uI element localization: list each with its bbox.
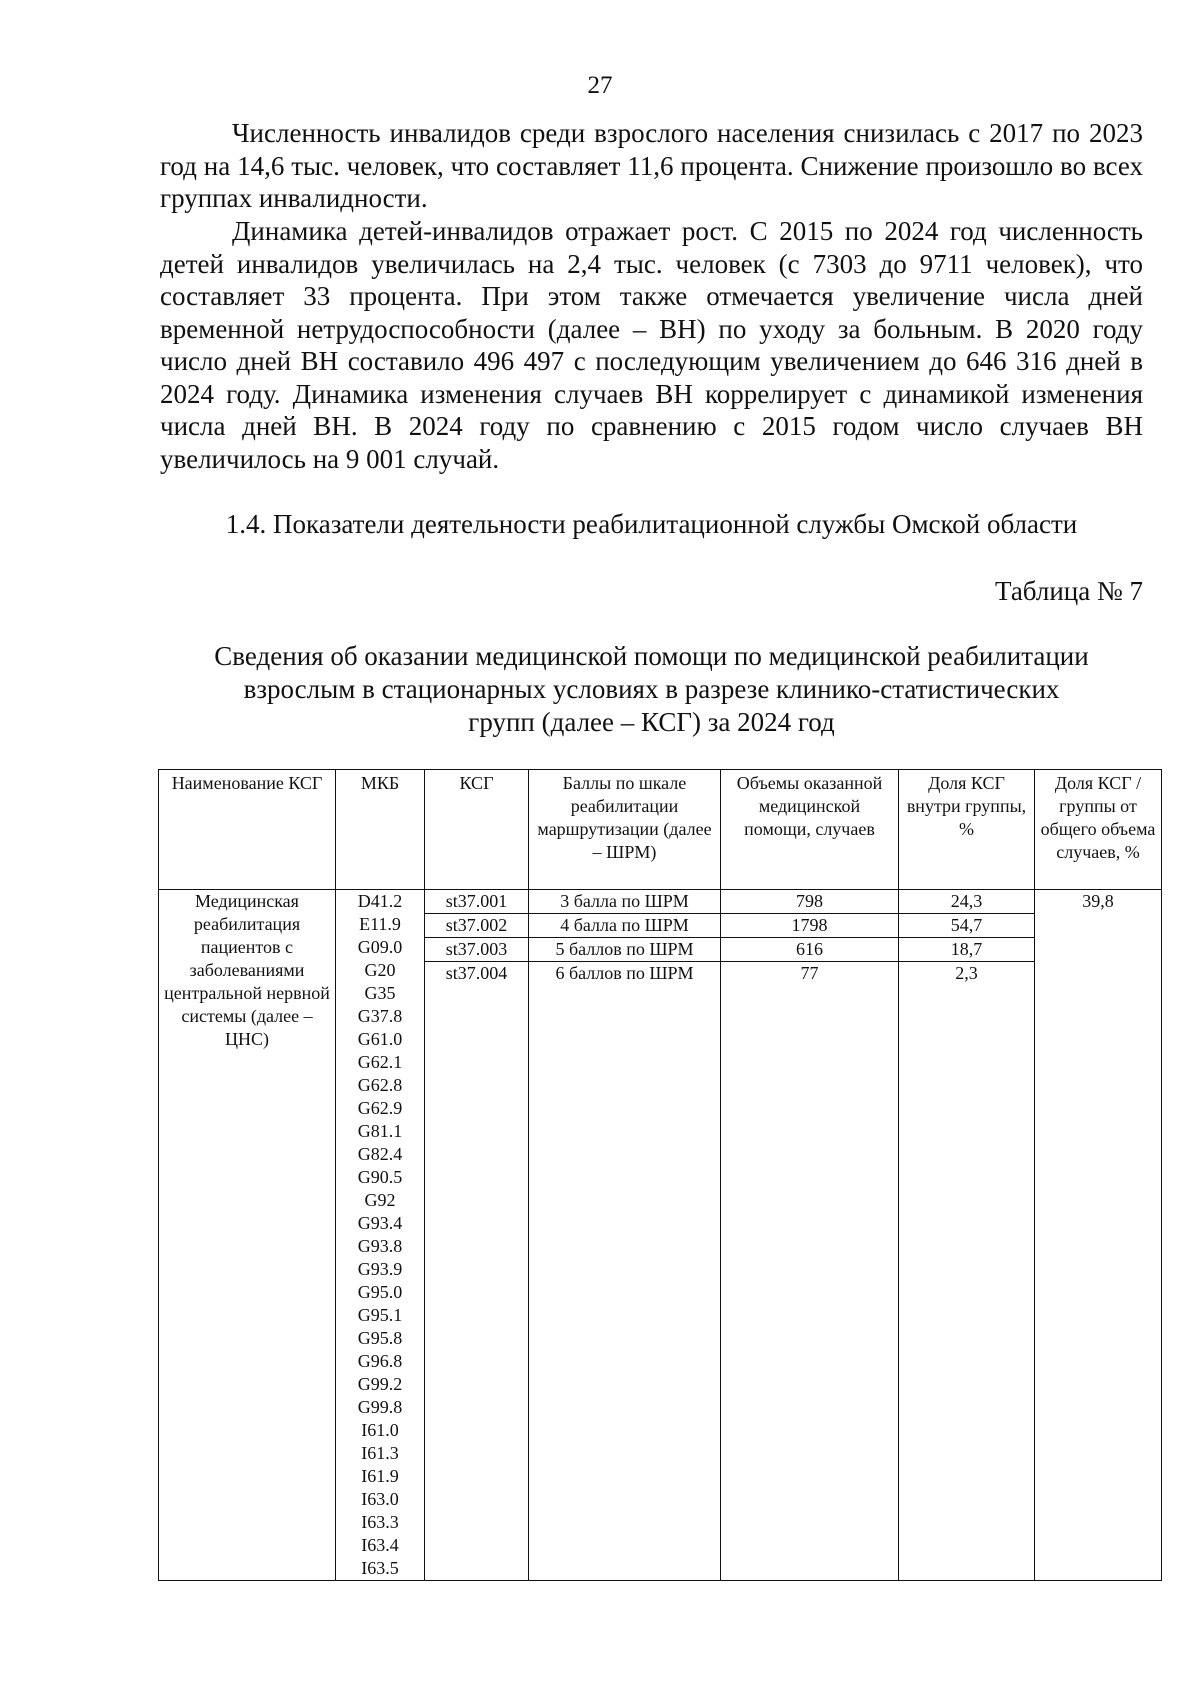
mkb-code: I61.9 [361, 1466, 399, 1486]
header-ksg-name: Наименование КСГ [159, 770, 336, 890]
mkb-code: G62.8 [357, 1075, 403, 1095]
volume-list [721, 890, 898, 985]
share-in-group-value: 2,3 [955, 963, 978, 983]
share-in-group-list [899, 890, 1034, 985]
mkb-code: G62.9 [357, 1098, 403, 1118]
mkb-code: G93.4 [357, 1213, 403, 1233]
mkb-code: D41.2 [357, 891, 403, 911]
mkb-code: G62.1 [357, 1052, 403, 1072]
table-title [160, 640, 1143, 739]
header-share-total: Доля КСГ / группы от общего объема случаев, % [1035, 770, 1162, 890]
header-ksg: КСГ [425, 770, 529, 890]
ksg-code-cell [425, 890, 529, 1581]
header-shrm: Баллы по шкале реабилитации маршрутизации (далее – ШРМ) [529, 770, 721, 890]
volume-value: 77 [800, 963, 819, 983]
mkb-code: I63.4 [361, 1535, 399, 1555]
paragraph-disability-adults: Численность инвалидов среди взрослого населения снизилась с 2017 по 2023 год на 14,6 тыс. человек, что составляет 11,6 процента. Снижение произошло во всех группах инвалидности. [160, 118, 1143, 213]
share-in-group-cell [899, 890, 1035, 1581]
mkb-code: G93.8 [357, 1236, 403, 1256]
table-title-line-1: Сведения об оказании медицинской помощи по медицинской реабилитации [214, 641, 1089, 671]
ksg-name-cell: Медицинская реабилитация пациентов с заболеваниями центральной нервной системы (далее – ЦНС) [159, 890, 336, 1581]
mkb-cell [336, 890, 425, 1581]
header-mkb: МКБ [336, 770, 425, 890]
mkb-code: G20 [364, 960, 396, 980]
table-title-line-2: взрослым в стационарных условиях в разрезе клинико-статистических [243, 674, 1060, 704]
share-in-group-value: 54,7 [899, 914, 1034, 938]
mkb-code: I63.3 [361, 1512, 399, 1532]
share-in-group-value: 18,7 [899, 938, 1034, 962]
mkb-code: G95.0 [357, 1282, 403, 1302]
section-heading: 1.4. Показатели деятельности реабилитационной службы Омской области [225, 509, 1078, 539]
share-total-cell: 39,8 [1035, 890, 1162, 1581]
table-header-row [159, 770, 1162, 890]
volume-value: 1798 [721, 914, 898, 938]
ksg-table [158, 769, 1162, 1581]
table-title-line-3: групп (далее – КСГ) за 2024 год [468, 707, 835, 737]
paragraph-disabled-children: Динамика детей-инвалидов отражает рост. С 2015 по 2024 год численность детей инвалидов увеличилась на 2,4 тыс. человек (с 7303 до 9711 человек), что составляет 33 процента. При этом также отмечается увеличение числа дней временной нетрудоспособности (далее – ВН) по уходу за больным. В 2020 году число дней ВН составило 496 497 с последующим увеличением до 646 316 дней в 2024 году. Динамика изменения случаев ВН коррелирует с динамикой изменения числа дней ВН. В 2024 году по сравнению с 2015 годом число случаев ВН увеличилось на 9 001 случай. [160, 216, 1143, 474]
mkb-code: G35 [364, 983, 396, 1003]
mkb-code: E11.9 [359, 914, 401, 934]
share-in-group-value: 24,3 [899, 890, 1034, 914]
shrm-level-list [529, 890, 720, 985]
mkb-code: G90.5 [357, 1167, 403, 1187]
mkb-code: G82.4 [357, 1144, 403, 1164]
mkb-code: G09.0 [357, 937, 403, 957]
mkb-code: G37.8 [357, 1006, 403, 1026]
mkb-code: G95.8 [357, 1328, 403, 1348]
mkb-code: G99.8 [357, 1397, 403, 1417]
volume-value: 798 [721, 890, 898, 914]
shrm-cell [529, 890, 721, 1581]
ksg-code: st37.003 [425, 938, 528, 962]
header-volume: Объемы оказанной медицинской помощи, случаев [721, 770, 899, 890]
mkb-code: I63.0 [361, 1489, 399, 1509]
mkb-code: G96.8 [357, 1351, 403, 1371]
mkb-code: I63.5 [361, 1558, 399, 1578]
mkb-code: G93.9 [357, 1259, 403, 1279]
header-share-in-group: Доля КСГ внутри группы, % [899, 770, 1035, 890]
mkb-code: G99.2 [357, 1374, 403, 1394]
ksg-code: st37.002 [425, 914, 528, 938]
mkb-code: I61.0 [361, 1420, 399, 1440]
shrm-level: 6 баллов по ШРМ [555, 963, 694, 983]
mkb-code: G95.1 [357, 1305, 403, 1325]
shrm-level: 4 балла по ШРМ [529, 914, 720, 938]
table-row [159, 890, 1162, 1581]
ksg-code: st37.001 [425, 890, 528, 914]
volume-cell [721, 890, 899, 1581]
table-label: Таблица № 7 [995, 576, 1143, 606]
ksg-code: st37.004 [445, 963, 508, 983]
shrm-level: 3 балла по ШРМ [529, 890, 720, 914]
mkb-code: I61.3 [361, 1443, 399, 1463]
mkb-code-list [336, 890, 424, 1580]
page-number: 27 [587, 72, 613, 99]
mkb-code: G92 [364, 1190, 396, 1210]
volume-value: 616 [721, 938, 898, 962]
mkb-code: G61.0 [357, 1029, 403, 1049]
mkb-code: G81.1 [357, 1121, 403, 1141]
shrm-level: 5 баллов по ШРМ [529, 938, 720, 962]
ksg-code-list [425, 890, 528, 985]
